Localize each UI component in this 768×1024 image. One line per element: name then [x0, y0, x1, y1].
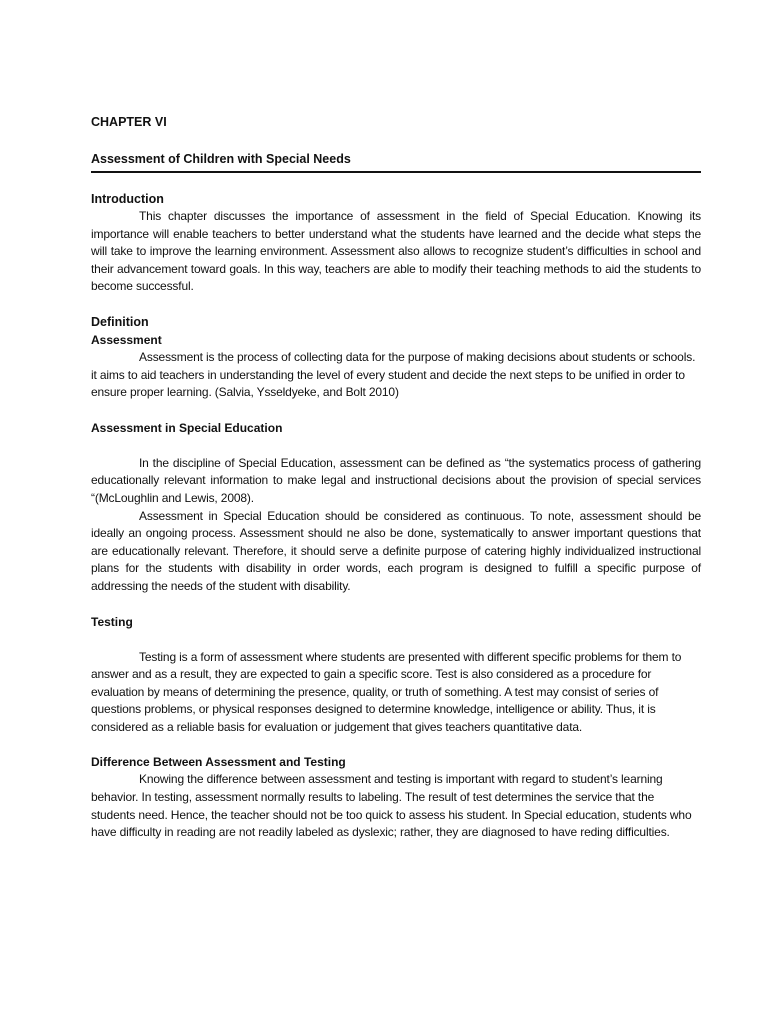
difference-heading: Difference Between Assessment and Testing	[91, 755, 346, 770]
document-content	[91, 113, 701, 842]
introduction-paragraph: This chapter discusses the importance of assessment in the field of Special Education. Knowing its importance will enable teachers to better understand what the students have learned and the decide what steps the will take to improve the learning environment. Assessment also allows to recognize student’s difficulties in school and their advancement toward goals. In this way, teachers are able to modify their teaching methods to aid the students to become successful.	[91, 209, 701, 294]
assessment-definition-paragraph: Assessment is the process of collecting data for the purpose of making decisions about students or schools. it aims to aid teachers in understanding the level of every student and decide the next steps to be unified in order to ensure proper learning. (Salvia, Ysseldyeke, and Bolt 2010)	[91, 349, 696, 400]
special-education-heading: Assessment in Special Education	[91, 420, 283, 435]
testing-paragraph: Testing is a form of assessment where students are presented with different specific problems for them to answer and as a result, they are expected to gain a specific score. Test is also considered as a procedure for evaluation by means of determining the presence, quality, or truth of something. A test may consist of series of questions problems, or physical responses designed to determine knowledge, intelligence or ability. Thus, it is considered as a reliable basis for evaluation or judgement that gives teachers quantitative data.	[91, 649, 682, 734]
chapter-label: CHAPTER VI	[91, 115, 167, 129]
testing-heading: Testing	[91, 614, 133, 629]
introduction-heading: Introduction	[91, 192, 164, 206]
special-education-paragraph-2: Assessment in Special Education should be considered as continuous. To note, assessment should be ideally an ongoing process. Assessment should ne also be done, systematically to answer important questions that are educationally relevant. Therefore, it should serve a definite purpose of catering highly individualized instructional plans for the students with disability in order words, each program is designed to fulfill a specific purpose of addressing the needs of the student with disability.	[91, 508, 701, 593]
definition-heading: Definition	[91, 314, 149, 329]
document-title: Assessment of Children with Special Needs	[91, 150, 701, 173]
difference-paragraph: Knowing the difference between assessment and testing is important with regard to student’s learning behavior. In testing, assessment normally results to labeling. The result of test determines the service that the students need. Hence, the teacher should not be too quick to assess his student. In Special education, students who have difficulty in reading are not readily labeled as dyslexic; rather, they are diagnosed to have reding difficulties.	[91, 772, 692, 840]
special-education-paragraph-1: In the discipline of Special Education, assessment can be defined as “the systematics process of gathering educationally relevant information to make legal and instructional decisions about the provision of special services “(McLoughlin and Lewis, 2008).	[91, 455, 701, 505]
assessment-subheading: Assessment	[91, 332, 162, 347]
